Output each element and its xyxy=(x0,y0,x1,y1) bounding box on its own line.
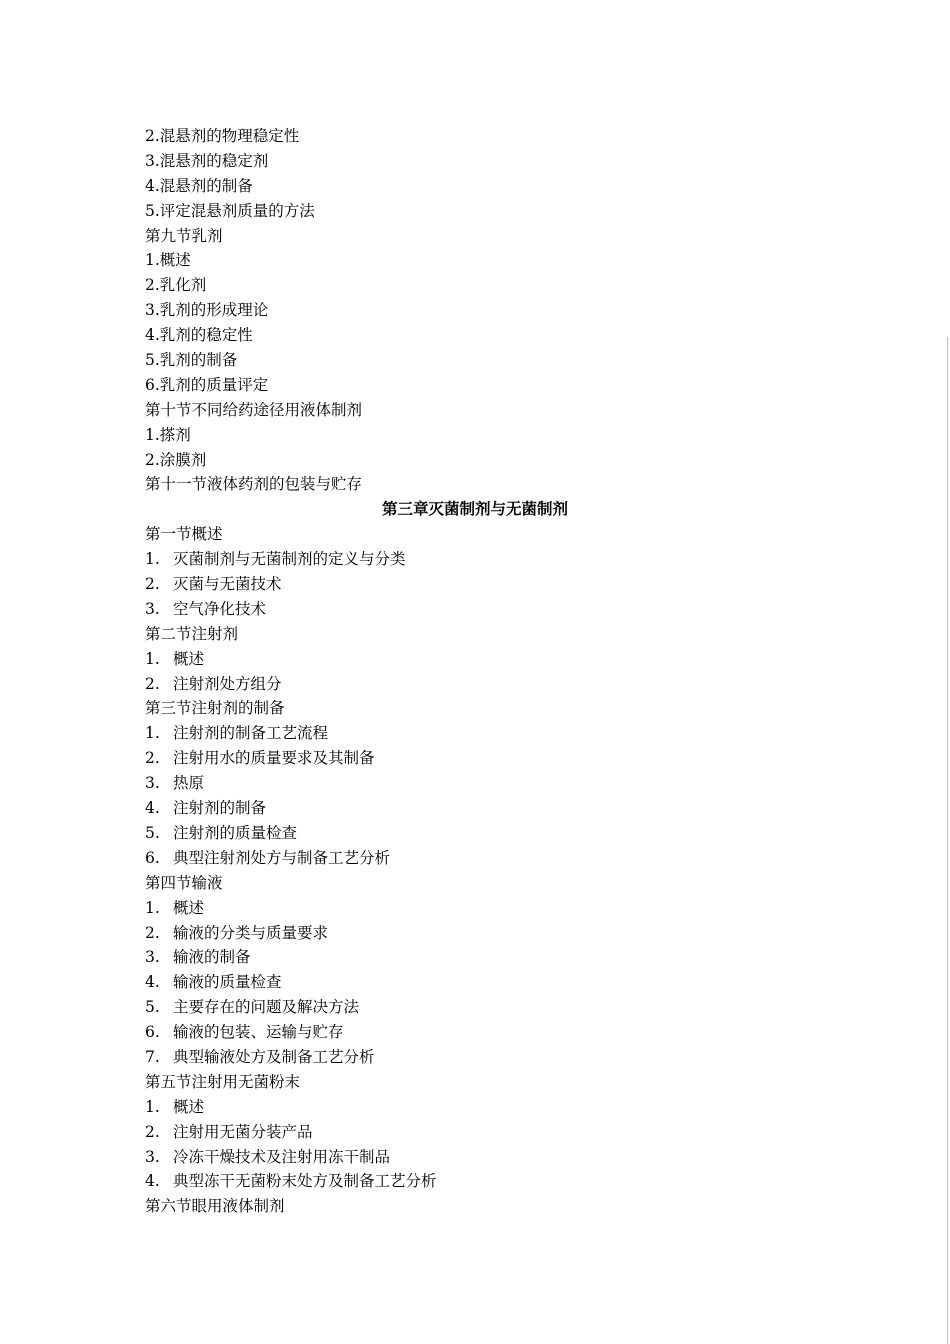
list-item xyxy=(145,721,805,746)
list-item-number: 1. xyxy=(145,550,160,569)
list-item-number: 3. xyxy=(145,774,160,793)
list-item: 2.乳化剂 xyxy=(145,276,207,295)
list-item-number: 2. xyxy=(145,1122,160,1141)
list-item-text: 注射剂的制备工艺流程 xyxy=(173,724,329,743)
list-item xyxy=(145,1095,805,1120)
section-heading: 第五节注射用无菌粉末 xyxy=(145,1072,301,1091)
list-item: 2.涂膜剂 xyxy=(145,450,207,469)
section-heading: 第一节概述 xyxy=(145,525,223,544)
list-item xyxy=(145,647,805,672)
list-item xyxy=(145,995,805,1020)
list-item-number: 4. xyxy=(145,1172,160,1191)
list-item-text: 典型冻干无菌粉末处方及制备工艺分析 xyxy=(173,1172,437,1191)
list-item xyxy=(145,1045,805,1070)
list-item-text: 空气净化技术 xyxy=(173,599,267,618)
list-item-text: 概述 xyxy=(173,1097,205,1116)
section-heading: 第十节不同给药途径用液体制剂 xyxy=(145,400,363,419)
list-item-text: 灭菌与无菌技术 xyxy=(173,575,282,594)
list-item-number: 6. xyxy=(145,1023,160,1042)
list-item-text: 注射用水的质量要求及其制备 xyxy=(173,749,375,768)
list-item-text: 注射剂的质量检查 xyxy=(173,823,298,842)
list-item xyxy=(145,846,805,871)
list-item: 3.乳剂的形成理论 xyxy=(145,301,269,320)
list-item-number: 1. xyxy=(145,649,160,668)
list-item-number: 4. xyxy=(145,973,160,992)
section-heading: 第六节眼用液体制剂 xyxy=(145,1197,285,1216)
list-item-number: 1. xyxy=(145,898,160,917)
list-item-text: 输液的分类与质量要求 xyxy=(173,923,329,942)
list-item-number: 2. xyxy=(145,674,160,693)
list-item-text: 注射用无菌分装产品 xyxy=(173,1122,313,1141)
page-edge-divider xyxy=(947,337,948,1344)
list-item-number: 7. xyxy=(145,1047,160,1066)
list-item xyxy=(145,796,805,821)
section-heading: 第三节注射剂的制备 xyxy=(145,699,285,718)
document-body xyxy=(145,124,805,1219)
list-item-number: 3. xyxy=(145,948,160,967)
list-item-text: 灭菌制剂与无菌制剂的定义与分类 xyxy=(173,550,406,569)
list-item-text: 主要存在的问题及解决方法 xyxy=(173,998,360,1017)
list-item: 5.评定混悬剂质量的方法 xyxy=(145,201,315,220)
list-item-text: 输液的质量检查 xyxy=(173,973,282,992)
list-item-text: 注射剂处方组分 xyxy=(173,674,282,693)
list-item xyxy=(145,1120,805,1145)
list-item: 2.混悬剂的物理稳定性 xyxy=(145,127,300,145)
list-item: 1.搽剂 xyxy=(145,425,191,444)
chapter-heading: 第三章灭菌制剂与无菌制剂 xyxy=(381,499,568,519)
list-item xyxy=(145,746,805,771)
list-item xyxy=(145,970,805,995)
list-item-number: 3. xyxy=(145,599,160,618)
list-item-number: 2. xyxy=(145,749,160,768)
list-item-number: 3. xyxy=(145,1147,160,1166)
list-item-number: 1. xyxy=(145,1097,160,1116)
list-item-text: 输液的包装、运输与贮存 xyxy=(173,1023,344,1042)
list-item-number: 2. xyxy=(145,923,160,942)
list-item xyxy=(145,597,805,622)
list-item xyxy=(145,572,805,597)
list-item xyxy=(145,945,805,970)
list-item-number: 6. xyxy=(145,848,160,867)
section-heading: 第四节输液 xyxy=(145,873,223,892)
list-item-text: 热原 xyxy=(173,774,205,793)
list-item-number: 5. xyxy=(145,823,160,842)
list-item-text: 典型注射剂处方与制备工艺分析 xyxy=(173,848,391,867)
section-heading: 第九节乳剂 xyxy=(145,226,223,245)
list-item-text: 输液的制备 xyxy=(173,948,251,967)
list-item: 4.乳剂的稳定性 xyxy=(145,326,253,345)
list-item-text: 注射剂的制备 xyxy=(173,799,267,818)
list-item: 4.混悬剂的制备 xyxy=(145,176,253,195)
list-item xyxy=(145,1145,805,1170)
list-item-text: 冷冻干燥技术及注射用冻干制品 xyxy=(173,1147,391,1166)
list-item-number: 5. xyxy=(145,998,160,1017)
list-item-text: 典型输液处方及制备工艺分析 xyxy=(173,1047,375,1066)
list-item-number: 2. xyxy=(145,575,160,594)
list-item-number: 4. xyxy=(145,799,160,818)
list-item-text: 概述 xyxy=(173,898,205,917)
list-item: 6.乳剂的质量评定 xyxy=(145,375,269,394)
list-item xyxy=(145,896,805,921)
list-item: 5.乳剂的制备 xyxy=(145,351,238,370)
list-item-text: 概述 xyxy=(173,649,205,668)
section-heading: 第二节注射剂 xyxy=(145,624,239,643)
list-item xyxy=(145,547,805,572)
list-item xyxy=(145,921,805,946)
list-item xyxy=(145,771,805,796)
list-item xyxy=(145,1020,805,1045)
list-item: 1.概述 xyxy=(145,251,191,270)
list-item xyxy=(145,672,805,697)
list-item xyxy=(145,821,805,846)
list-item xyxy=(145,1169,805,1194)
list-item: 3.混悬剂的稳定剂 xyxy=(145,151,269,170)
section-heading: 第十一节液体药剂的包装与贮存 xyxy=(145,475,363,494)
list-item-number: 1. xyxy=(145,724,160,743)
